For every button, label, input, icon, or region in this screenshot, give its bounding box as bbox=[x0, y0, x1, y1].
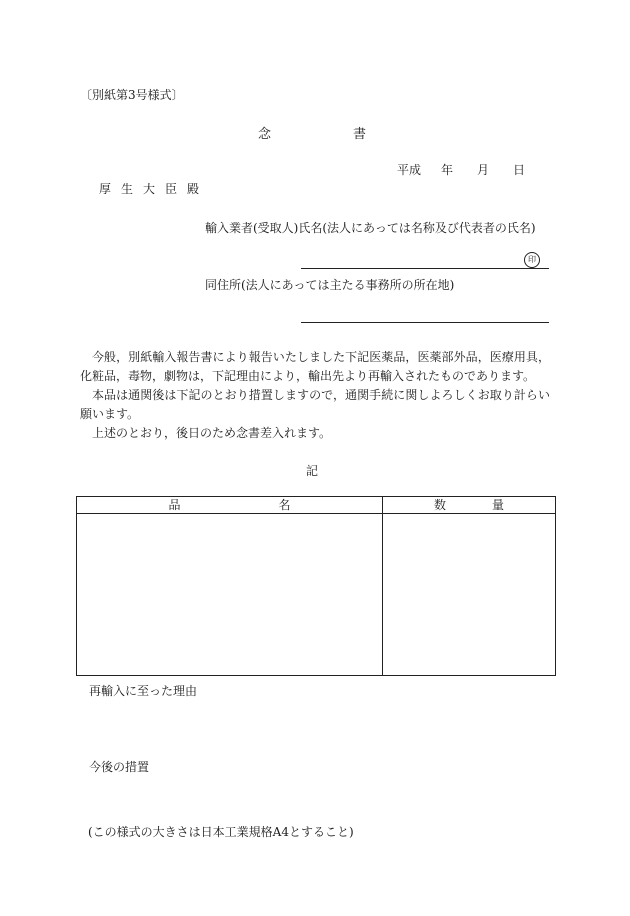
future-measures-label: 今後の措置 bbox=[89, 760, 150, 774]
date-year: 年 bbox=[441, 163, 454, 177]
date-month: 月 bbox=[477, 163, 490, 177]
body-paragraph-3: 上述のとおり，後日のため念書差入れます。 bbox=[92, 426, 332, 440]
title-char-2: 書 bbox=[353, 127, 367, 142]
column-header-name-char-1: 品 bbox=[168, 498, 181, 512]
importer-address-label: 同住所(法人にあっては主たる事務所の所在地) bbox=[205, 278, 455, 292]
address-line[interactable] bbox=[301, 322, 549, 323]
addressee: 厚生大臣殿 bbox=[99, 182, 210, 196]
document-title bbox=[258, 123, 366, 142]
table-column-divider bbox=[382, 497, 383, 675]
reimport-reason-label: 再輸入に至った理由 bbox=[89, 684, 198, 698]
date-day: 日 bbox=[513, 163, 526, 177]
date-era: 平成 bbox=[397, 163, 422, 177]
column-header-name bbox=[77, 497, 382, 513]
size-note: (この様式の大きさは日本工業規格A4とすること) bbox=[88, 825, 354, 839]
date-line bbox=[397, 161, 525, 178]
body-paragraph-1: 今般，別紙輸入報告書により報告いたしました下記医薬品，医薬部外品，医療用具，化粧品，毒物，劇物は，下記理由により，輸出先より再輸入されたものであります。 bbox=[80, 350, 550, 383]
seal-mark: 印 bbox=[524, 252, 540, 268]
title-char-1: 念 bbox=[258, 127, 272, 142]
name-signature-line[interactable] bbox=[301, 268, 549, 269]
column-header-name-char-2: 名 bbox=[278, 498, 291, 512]
ki-heading: 記 bbox=[306, 464, 319, 478]
body-paragraph-2: 本品は通関後は下記のとおり措置しますので，通関手続に関しよろしくお取り計らい願います。 bbox=[80, 388, 550, 421]
column-header-quantity-char-1: 数 bbox=[433, 498, 446, 512]
form-number: 〔別紙第3号様式〕 bbox=[80, 88, 184, 102]
column-header-quantity bbox=[383, 497, 555, 513]
importer-name-label: 輸入業者(受取人)氏名(法人にあっては名称及び代表者の氏名) bbox=[205, 221, 536, 235]
body-text bbox=[80, 348, 550, 443]
column-header-quantity-char-2: 量 bbox=[492, 498, 505, 512]
items-table bbox=[76, 496, 556, 676]
